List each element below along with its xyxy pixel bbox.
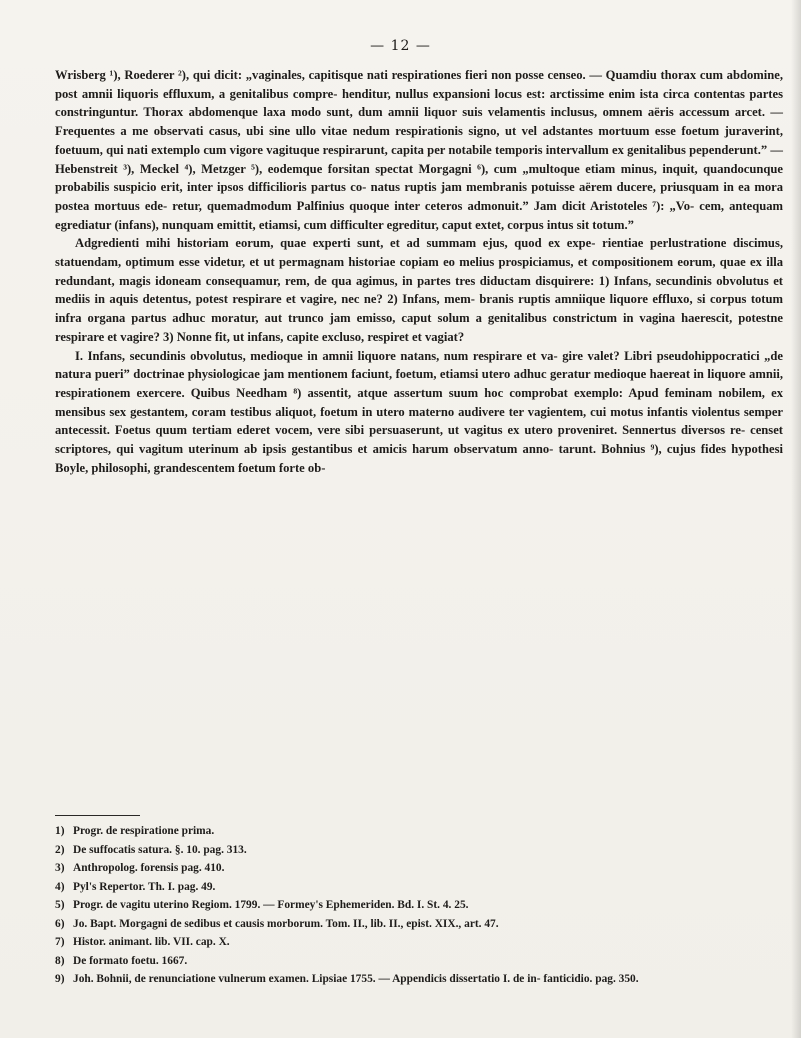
footnote-number: 9) — [55, 973, 65, 985]
footnote-number: 8) — [55, 954, 65, 967]
footnote-number: 6) — [55, 917, 65, 930]
footnote-number: 5) — [55, 899, 65, 911]
page-edge-shadow — [791, 0, 801, 1038]
footnote — [55, 878, 783, 897]
main-text — [55, 66, 783, 477]
page-number: — 12 — — [370, 38, 431, 54]
footnote — [55, 933, 783, 952]
footnote — [55, 859, 783, 878]
footnote-text: Progr. de respiratione prima. — [73, 825, 215, 837]
footnote-number: 1) — [55, 825, 65, 837]
footnote-text: De formato foetu. 1667. — [73, 954, 188, 967]
paragraph-2: Adgredienti mihi historiam eorum, quae experti sunt, et ad summam ejus, quod ex expe- rientiae perlustratione discimus, statuendam, optimum esse videtur, et ut permagnam historiae copiam eo melius prospiciamus, et compositionem eorum, quae ex illa redundant, magis idoneam consequamur, rem, de qua agimus, in partes tres diductam disquirere: 1) Infans, secundinis obvolutus et mediis in aquis detentus, potest respirare et vagire, nec ne? 2) Infans, mem- branis ruptis amniique liquore effluxo, si corpus totum infra organa partus adhuc moratur, aut trunco jam emisso, caput solum a genitalibus constrictum in vagina haerescit, potestne respirare et vagire? 3) Nonne fit, ut infans, capite excluso, respiret et vagiat? — [55, 236, 783, 344]
footnotes — [55, 822, 783, 989]
footnote — [55, 822, 783, 841]
footnote-number: 2) — [55, 843, 65, 856]
paragraph-3: I. Infans, secundinis obvolutus, medioque in amnii liquore natans, num respirare et va- gire valet? Libri pseudohippocratici „de natura pueri” doctrinae physiologicae jam mentionem faciunt, foetum, etiamsi utero adhuc geratur medioque haereat in liquore amnii, respirationem exercere. Quibus Needham ⁸) assentit, atque assertum suum hoc comprobat exemplo: Apud feminam nobilem, ex mensibus sex gestantem, coram testibus aliquot, foetum in utero materno audivere ter vagientem, cui motus infantis violentus semper antecessit. Foetus quum tertiam ederet vocem, vere sibi persuaserunt, ut vagitus ex utero proveniret. Sennertus diversos re- censet scriptores, qui vagitum uterinum ab ipsis gestantibus et amicis harum observatum anno- tarunt. Bohnius ⁹), cujus fides hypothesi Boyle, philosophi, grandescentem foetum forte ob- — [55, 348, 783, 475]
footnote-text: Progr. de vagitu uterino Regiom. 1799. — Formey's Ephemeriden. Bd. I. St. 4. 25. — [73, 899, 469, 911]
footnote — [55, 952, 783, 971]
footnote-text: Histor. animant. lib. VII. cap. X. — [73, 936, 230, 948]
footnote-divider — [55, 815, 140, 816]
paragraph-1: Wrisberg ¹), Roederer ²), qui dicit: „vaginales, capitisque nati respirationes fieri non posse censeo. — Quamdiu thorax cum abdomine, post amnii liquoris effluxum, a genitalibus compre- henditur, nullus expansioni locus est: arctissime enim ista circa contentas partes constringuntur. Thorax abdomenque laxa modo sunt, dum amnii liquor suis velamentis inclusus, omnem aëris accessum arcet. — Frequentes a me observati casus, ubi sine ullo vitae nedum respirationis signo, ut vel adstantes mortuum esse foetum juraverint, foetuum, qui nati extemplo cum vigore vagituque respirarunt, capita per notabile temporis intervallum ex genitalibus pependerunt.” — Hebenstreit ³), Meckel ⁴), Metzger ⁵), eodemque forsitan spectat Morgagni ⁶), cum „multoque etiam minus, inquit, quandocunque probabilis suspicio erit, inter ipsos difficilioris partus co- natus ruptis jam membranis potuisse aërem ducere, priusquam in ea mora postea mortuus ede- retur, quemadmodum Palfinius quoque inter ceteros admonuit.” Jam dicit Aristoteles ⁷): „Vo- cem, antequam egrediatur (infans), nunquam emittit, etiamsi, cum difficulter egreditur, caput extet, corpus intus sit totum.” — [55, 68, 783, 232]
footnote-number: 4) — [55, 880, 65, 893]
footnote — [55, 896, 783, 915]
footnote — [55, 915, 783, 934]
footnote-text: Anthropolog. forensis pag. 410. — [73, 862, 225, 874]
footnote-number: 3) — [55, 862, 65, 874]
footnote-text: Pyl's Repertor. Th. I. pag. 49. — [73, 880, 216, 893]
footnote — [55, 970, 783, 989]
footnote — [55, 841, 783, 860]
footnote-number: 7) — [55, 936, 65, 948]
footnote-text: Joh. Bohnii, de renunciatione vulnerum examen. Lipsiae 1755. — Appendicis dissertatio I. de in- fanticidio. pag. 350. — [73, 973, 639, 985]
footnote-text: De suffocatis satura. §. 10. pag. 313. — [73, 843, 247, 856]
footnote-text: Jo. Bapt. Morgagni de sedibus et causis morborum. Tom. II., lib. II., epist. XIX., art. 47. — [73, 917, 499, 930]
